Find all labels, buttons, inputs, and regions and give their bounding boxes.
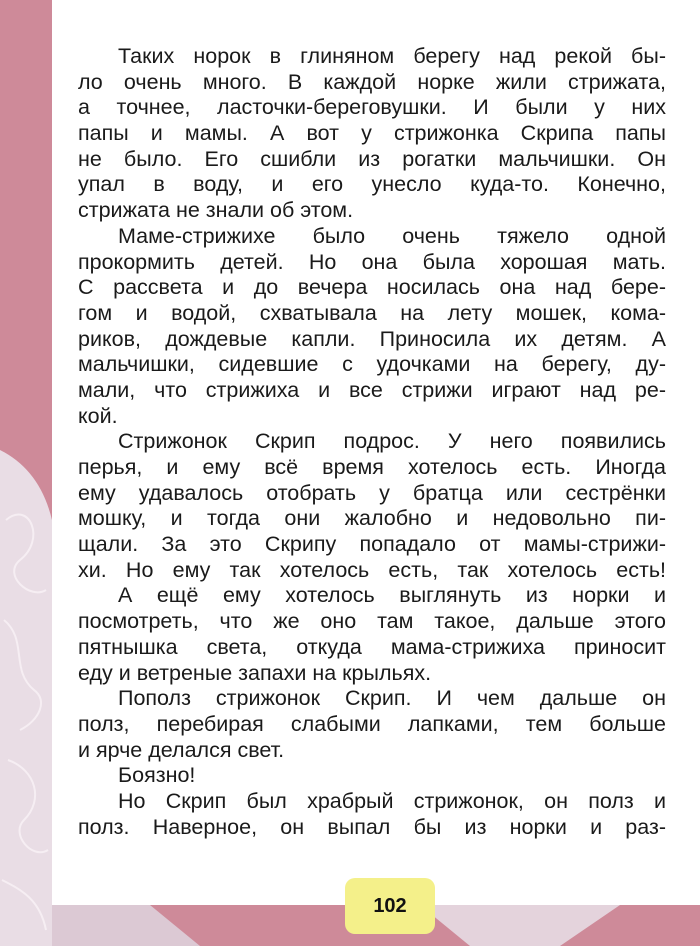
text-line: риков, дождевые капли. Приносила их детям. А (78, 326, 666, 351)
text-line: Пополз стрижонок Скрип. И чем дальше он (118, 686, 666, 711)
text-line: посмотреть, что же оно там такое, дальше этого (78, 609, 666, 634)
text-line: Стрижонок Скрип подрос. У него появились (118, 429, 666, 454)
text-line: С рассвета и до вечера носилась она над бере- (78, 275, 666, 300)
text-line: полз. Наверное, он выпал бы из норки и раз- (78, 814, 666, 839)
text-line: не было. Его сшибли из рогатки мальчишки. Он (78, 146, 666, 171)
text-line: полз, перебирая слабыми лапками, тем больше (78, 711, 666, 736)
text-line: гом и водой, схватывала на лету мошек, кома- (78, 300, 666, 325)
text-line: щали. За это Скрипу попадало от мамы-стрижи- (78, 532, 666, 557)
text-line: Боязно! (118, 763, 196, 788)
text-line: ему удавалось отобрать у братца или сестрёнки (78, 480, 666, 505)
text-line: мали, что стрижиха и все стрижи играют над ре- (78, 377, 666, 402)
text-line: перья, и ему всё время хотелось есть. Иногда (78, 455, 666, 479)
book-page (52, 0, 700, 905)
text-line: прокормить детей. Но она была хорошая мать. (78, 249, 666, 274)
text-line: а точнее, ласточки-береговушки. И были у них (78, 95, 666, 120)
text-line: ло очень много. В каждой норке жили стрижата, (78, 69, 666, 94)
text-line: пятнышка света, откуда мама-стрижиха приносит (78, 634, 666, 659)
text-line: еду и ветреные запахи на крыльях. (78, 660, 432, 685)
text-line: мошку, и тогда они жалобно и недовольно пи- (78, 506, 666, 531)
story-text (78, 44, 666, 840)
text-line: хи. Но ему так хотелось есть, так хотелось есть! (78, 557, 666, 582)
text-line: папы и мамы. А вот у стрижонка Скрипа папы (78, 121, 666, 146)
text-line: кой. (78, 403, 118, 428)
text-line: Но Скрип был храбрый стрижонок, он полз и (118, 788, 666, 813)
page-number-badge: 102 (345, 878, 435, 934)
text-line: и ярче делался свет. (78, 737, 285, 762)
text-line: Таких норок в глиняном берегу над рекой бы- (118, 44, 666, 68)
text-line: Маме-стрижихе было очень тяжело одной (118, 223, 666, 248)
text-line: упал в воду, и его унесло куда-то. Конечно, (78, 172, 666, 197)
text-line: А ещё ему хотелось выглянуть из норки и (118, 583, 666, 608)
text-line: мальчишки, сидевшие с удочками на берегу, ду- (78, 352, 666, 377)
text-line: стрижата не знали об этом. (78, 198, 354, 223)
